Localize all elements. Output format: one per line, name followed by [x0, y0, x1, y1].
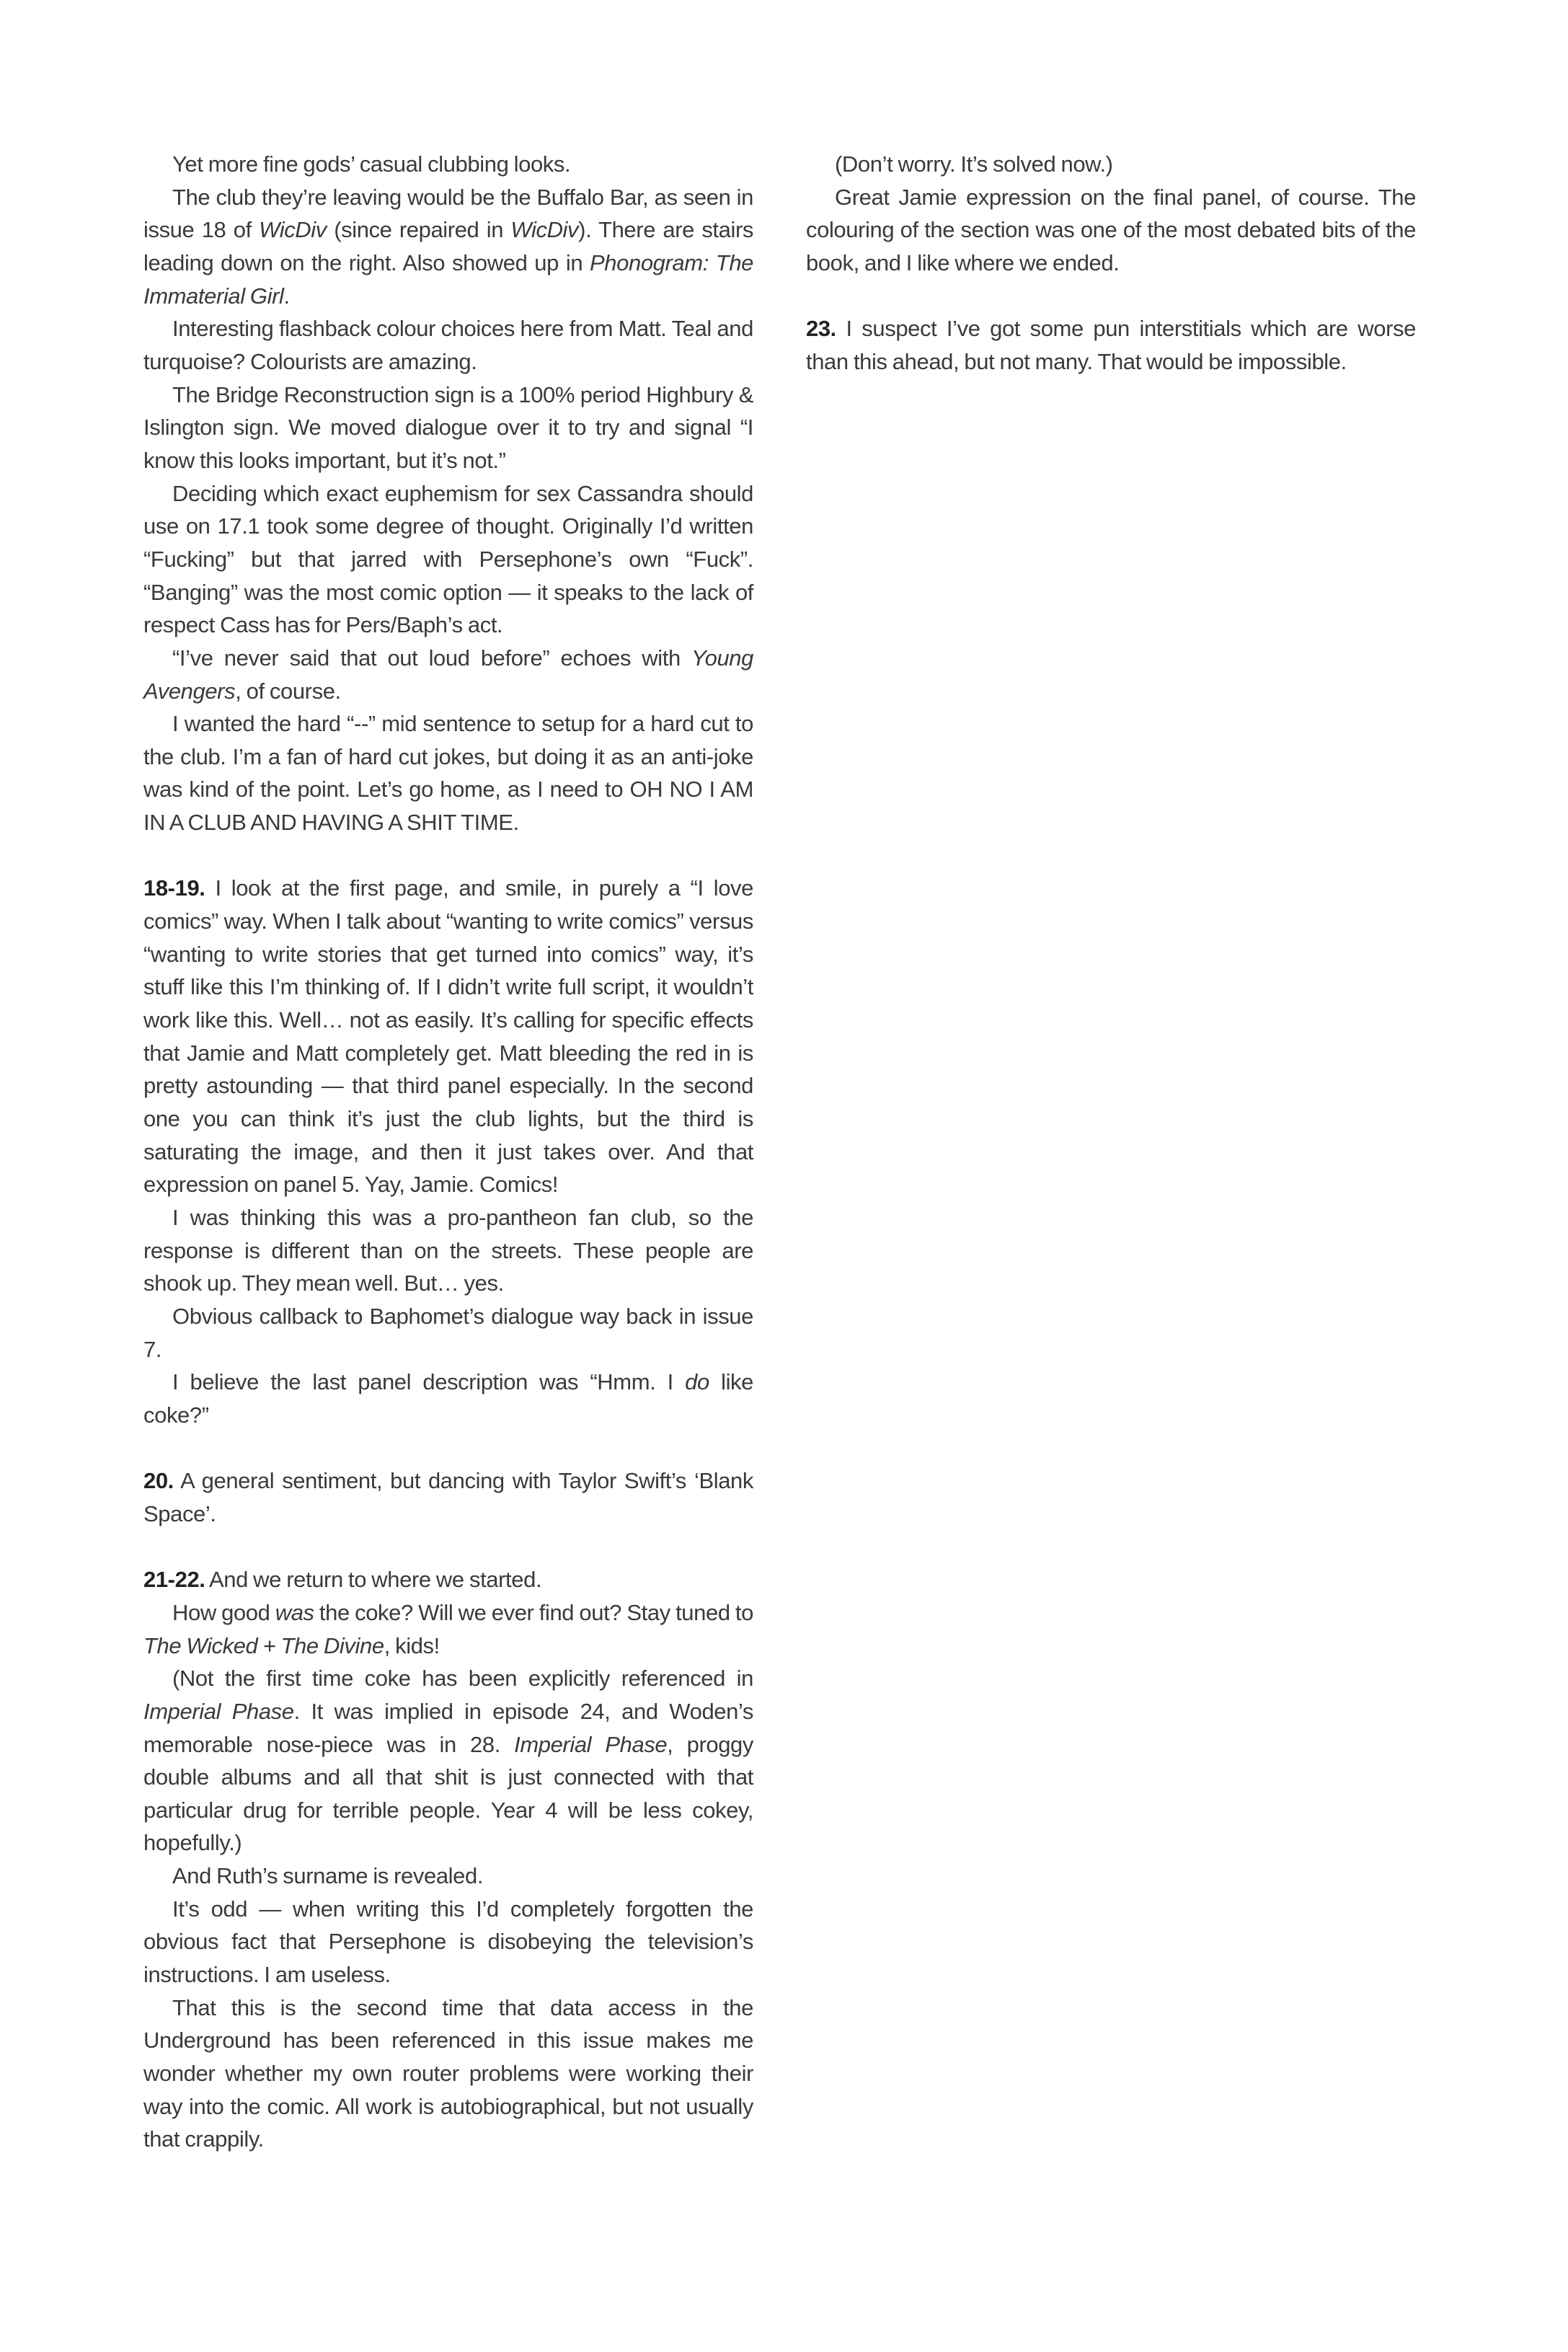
italic-title: Phonogram: The Immaterial Girl: [143, 249, 753, 309]
text-run: (since repaired in: [326, 217, 511, 243]
paragraph: [143, 1464, 753, 1530]
left-column: [143, 148, 753, 2189]
page-number-heading: 18-19.: [143, 875, 205, 901]
italic-title: WicDiv: [259, 217, 327, 243]
italic-title: Young Avengers: [143, 645, 753, 704]
text-run: I wanted the hard “--” mid sentence to setup for a hard cut to the club. I’m a fan of hard cut jokes, but doing it as an anti-joke was kind of the point. Let’s go home, as I need to OH NO I AM IN A CLUB AND HAVING A SHIT TIME.: [143, 711, 753, 836]
commentary-section-18-19: [143, 872, 753, 1431]
text-run: It’s odd — when writing this I’d completely forgotten the obvious fact that Persephone is disobeying the television’s instructions. I am useless.: [143, 1896, 753, 1988]
italic-title: WicDiv: [510, 217, 579, 243]
commentary-continuation: [143, 148, 753, 839]
text-run: Yet more fine gods’ casual clubbing looks.: [172, 151, 571, 177]
text-run: “I’ve never said that out loud before” echoes with: [172, 645, 692, 671]
text-run: The Bridge Reconstruction sign is a 100% period Highbury & Islington sign. We moved dialogue over it to try and signal “I know this looks important, but it’s not.”: [143, 381, 753, 473]
paragraph: [143, 872, 753, 1201]
paragraph: [143, 1893, 753, 1991]
right-column: [806, 148, 1416, 411]
text-run: That this is the second time that data access in the Underground has been referenced in this issue makes me wonder whether my own router problems were working their way into the comic. All work is autobiographical, but not usually that crappily.: [143, 1994, 753, 2152]
text-run: , kids!: [384, 1632, 440, 1658]
paragraph: [143, 148, 753, 181]
italic-title: The Wicked + The Divine: [143, 1632, 384, 1658]
paragraph: [143, 1366, 753, 1431]
paragraph: [143, 1662, 753, 1860]
text-run: , of course.: [235, 678, 341, 704]
paragraph: [143, 1563, 753, 1596]
paragraph: [143, 477, 753, 642]
italic-title: Imperial Phase: [143, 1698, 294, 1724]
page-number-heading: 20.: [143, 1468, 174, 1494]
commentary-section-20: [143, 1464, 753, 1530]
paragraph: [143, 1860, 753, 1893]
text-run: Deciding which exact euphemism for sex Cassandra should use on 17.1 took some degree of thought. Originally I’d written “Fucking” but that jarred with Persephone’s own “Fuck”. “Banging” was the most comic option — it speaks to the lack of respect Cass has for Pers/Baph’s act.: [143, 480, 753, 638]
italic-title: Imperial Phase: [514, 1731, 668, 1757]
text-run: .: [283, 283, 290, 309]
commentary-section-23: [806, 312, 1416, 378]
text-run: , proggy double albums and all that shit is just connected with that particular drug for terrible people. Year 4 will be less cokey, hopefully.): [143, 1731, 753, 1856]
text-run: How good: [172, 1599, 275, 1625]
text-run: I suspect I’ve got some pun interstitials which are worse than this ahead, but not many. That would be impossible.: [806, 316, 1417, 374]
page-number-heading: 21-22.: [143, 1567, 205, 1593]
paragraph: [143, 707, 753, 839]
text-run: ). There are stairs leading down on the right. Also showed up in: [143, 217, 753, 275]
paragraph: [143, 1201, 753, 1300]
text-run: like coke?”: [143, 1369, 753, 1428]
text-run: (Not the first time coke has been explicitly referenced in: [172, 1666, 753, 1692]
commentary-continuation: [806, 148, 1416, 280]
paragraph: [806, 181, 1416, 280]
commentary-section-21-22: [143, 1563, 753, 2156]
text-run: Interesting flashback colour choices here from Matt. Teal and turquoise? Colourists are amazing.: [143, 316, 753, 374]
text-run: The club they’re leaving would be the Buffalo Bar, as seen in issue 18 of: [143, 184, 753, 243]
paragraph: [143, 642, 753, 707]
text-run: I believe the last panel description was “Hmm. I: [172, 1369, 686, 1395]
text-run: the coke? Will we ever find out? Stay tuned to: [314, 1599, 753, 1625]
text-run: Great Jamie expression on the final panel, of course. The colouring of the section was one of the most debated bits of the book, and I like where we ended.: [806, 184, 1416, 275]
paragraph: [806, 312, 1416, 378]
text-run: . It was implied in episode 24, and Woden’s memorable nose-piece was in 28.: [143, 1698, 753, 1757]
text-run: (Don’t worry. It’s solved now.): [835, 151, 1113, 177]
italic-title: was: [275, 1599, 314, 1625]
text-run: A general sentiment, but dancing with Taylor Swift’s ‘Blank Space’.: [143, 1468, 753, 1526]
text-run: I was thinking this was a pro-pantheon fan club, so the response is different than on the streets. These people are shook up. They mean well. But… yes.: [143, 1205, 753, 1296]
text-run: I look at the first page, and smile, in purely a “I love comics” way. When I talk about “wanting to write comics” versus “wanting to write stories that get turned into comics” way, it’s stuff like this I’m thinking of. If I didn’t write full script, it wouldn’t work like this. Well… not as easily. It’s calling for specific effects that Jamie and Matt completely get. Matt bleeding the red in is pretty astounding — that third panel especially. In the second one you can think it’s just the club lights, but the third is saturating the image, and then it just takes over. And that expression on panel 5. Yay, Jamie. Comics!: [143, 875, 753, 1198]
text-run: And we return to where we started.: [209, 1567, 542, 1593]
paragraph: [143, 1300, 753, 1366]
paragraph: [143, 1991, 753, 2156]
paragraph: [143, 1596, 753, 1662]
paragraph: [143, 379, 753, 477]
page-number-heading: 23.: [806, 316, 836, 342]
paragraph: [143, 312, 753, 378]
text-run: And Ruth’s surname is revealed.: [172, 1863, 484, 1889]
text-run: Obvious callback to Baphomet’s dialogue way back in issue 7.: [143, 1303, 753, 1362]
italic-title: do: [685, 1369, 709, 1395]
paragraph: [143, 181, 753, 313]
paragraph: [806, 148, 1416, 181]
